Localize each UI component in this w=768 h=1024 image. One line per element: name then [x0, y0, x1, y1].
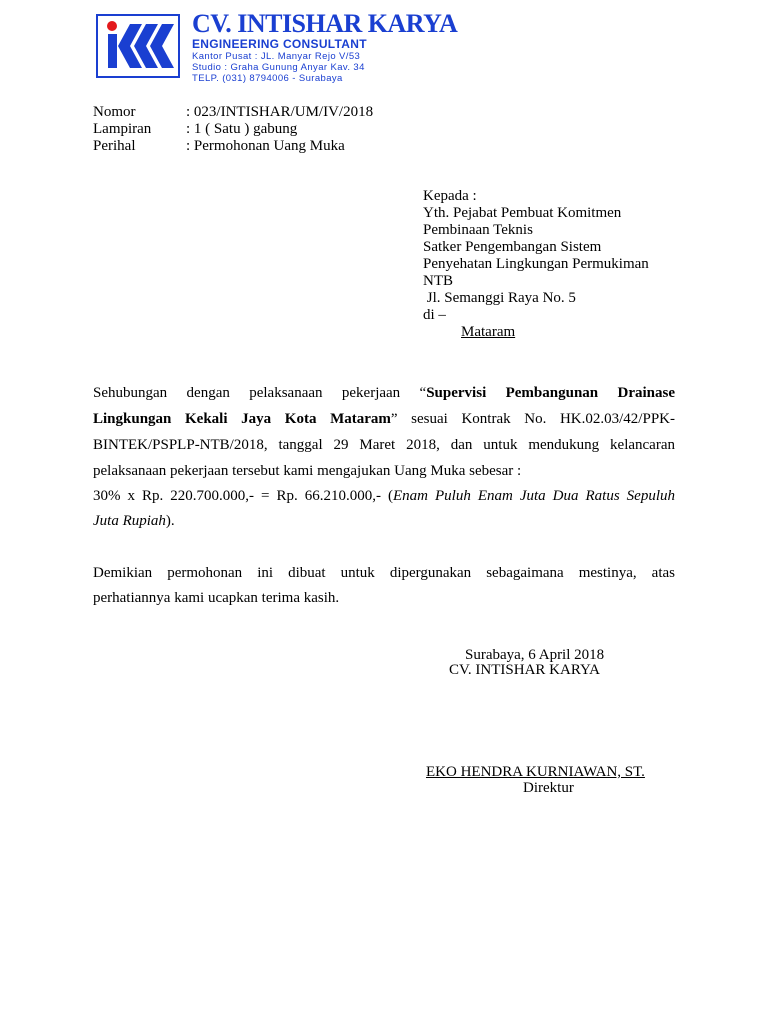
project-title-part2: Lingkungan Kekali Jaya Kota Mataram [93, 411, 391, 427]
closing-line2: perhatiannya kami ucapkan terima kasih. [93, 590, 340, 606]
company-address: Kantor Pusat : JL. Manyar Rejo V/53 [192, 51, 361, 62]
lampiran-label: Lampiran [93, 121, 152, 137]
recipient-line-2: Pembinaan Teknis [423, 222, 533, 238]
nomor-value: : 023/INTISHAR/UM/IV/2018 [186, 104, 374, 120]
company-name: CV. INTISHAR KARYA [192, 9, 458, 38]
perihal-label: Perihal [93, 138, 136, 154]
place-date: Surabaya, 6 April 2018 [465, 647, 605, 663]
recipient-kepada: Kepada : [423, 188, 477, 204]
body-para1-line1 [93, 381, 675, 407]
company-logo [96, 14, 180, 78]
amount-words-part2: Juta Rupiah [93, 513, 166, 529]
amount-calculation: 30% x Rp. 220.700.000,- = Rp. 66.210.000,- ( [93, 488, 393, 504]
lampiran-value: : 1 ( Satu ) gabung [186, 121, 298, 137]
amount-close: ). [165, 513, 175, 529]
amount-line2 [93, 509, 675, 535]
amount-line1 [93, 484, 675, 510]
signature-company: CV. INTISHAR KARYA [449, 662, 600, 678]
recipient-line-7: di – [423, 307, 446, 323]
recipient-line-6: Jl. Semanggi Raya No. 5 [423, 290, 576, 306]
recipient-line-4: Penyehatan Lingkungan Permukiman [423, 256, 649, 272]
company-subtitle: ENGINEERING CONSULTANT [192, 37, 367, 51]
recipient-line-5: NTB [423, 273, 453, 289]
company-phone: TELP. (031) 8794006 - Surabaya [192, 73, 343, 84]
project-title-part1: Supervisi Pembangunan Drainase [426, 385, 676, 401]
recipient-city: Mataram [461, 324, 516, 340]
nomor-label: Nomor [93, 104, 136, 120]
contract-text: ” sesuai Kontrak No. HK.02.03/42/PPK- [390, 411, 675, 427]
para1-intro-text: Sehubungan dengan pelaksanaan pekerjaan “ [93, 385, 427, 401]
signatory-name: EKO HENDRA KURNIAWAN, ST. [426, 764, 645, 780]
body-para1-line4: pelaksanaan pekerjaan tersebut kami mengajukan Uang Muka sebesar : [93, 463, 522, 479]
perihal-value: : Permohonan Uang Muka [186, 138, 345, 154]
closing-line1: Demikian permohonan ini dibuat untuk dipergunakan sebagaimana mestinya, atas [93, 565, 675, 581]
recipient-line-3: Satker Pengembangan Sistem [423, 239, 602, 255]
amount-words-part1: Enam Puluh Enam Juta Dua Ratus Sepuluh [392, 488, 675, 504]
company-studio-address: Studio : Graha Gunung Anyar Kav. 34 [192, 62, 365, 73]
recipient-line-1: Yth. Pejabat Pembuat Komitmen [423, 205, 622, 221]
signatory-title: Direktur [523, 780, 574, 796]
logo-mark-icon [98, 16, 178, 76]
body-para1-line3: BINTEK/PSPLP-NTB/2018, tanggal 29 Maret 2018, dan untuk mendukung kelancaran [93, 437, 675, 453]
body-para1-line2 [93, 407, 675, 433]
